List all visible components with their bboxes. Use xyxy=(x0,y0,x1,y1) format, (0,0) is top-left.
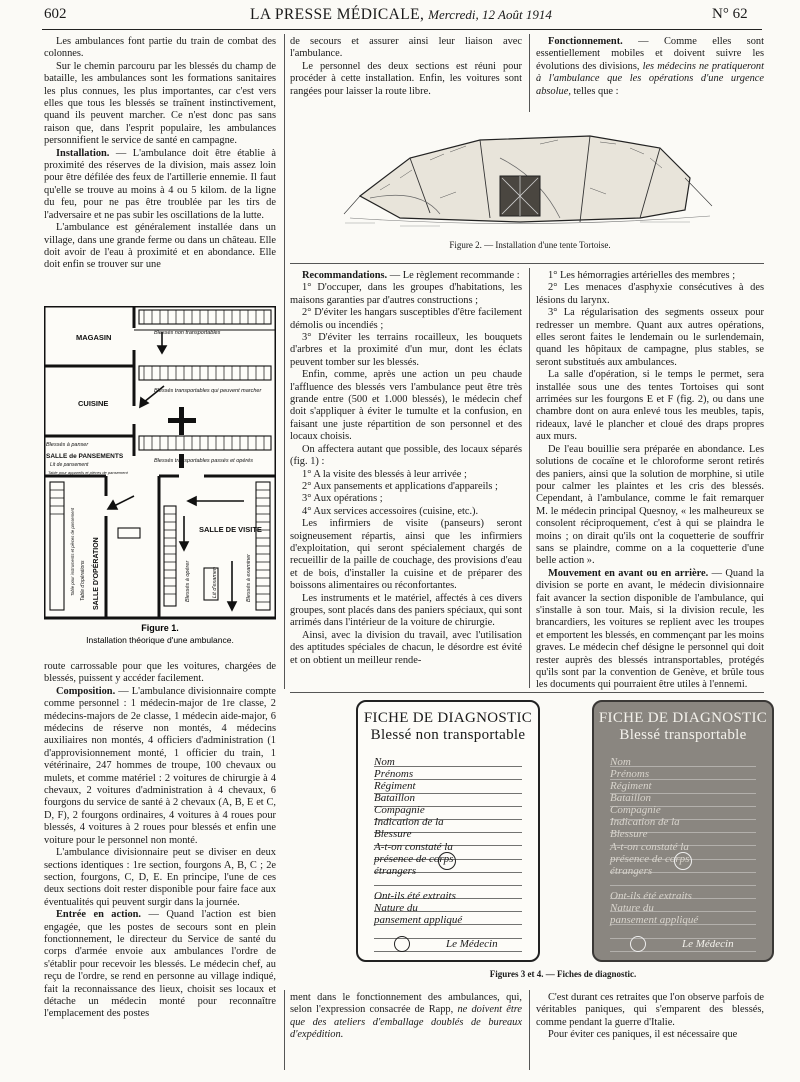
label-cuisine: CUISINE xyxy=(78,399,109,408)
card-subtitle: Blessé transportable xyxy=(619,727,747,743)
paragraph xyxy=(290,270,522,282)
label-table-operations: Table d'opérations xyxy=(80,560,86,601)
field-regiment: Régiment xyxy=(374,780,416,792)
field-bataillon: Bataillon xyxy=(610,792,651,804)
card-subtitle: Blessé non transportable xyxy=(370,727,526,743)
paragraph: La salle d'opération, si le temps le permet, sera installée sous une des tentes Tortoises qui sont arrimées sur les fourgons E et F (fig. 2), ou dans une chambre dont on aura enlevé tous les meubles, tapis, rideaux, lavé le plancher et cloué des draps propres aux murs. xyxy=(536,369,764,443)
issue-number: N° 62 xyxy=(712,6,748,22)
paragraph-italic: ne doivent être que des ateliers d'emballage doublés de bureaux d'expédition. xyxy=(290,1004,522,1041)
paragraph: route carrossable pour que les voitures, chargées de blessés, puissent y accéder facilement. xyxy=(44,661,276,685)
page-number: 602 xyxy=(44,6,67,22)
paragraph xyxy=(44,686,276,847)
field-bataillon: Bataillon xyxy=(374,792,415,804)
column-2-top xyxy=(290,36,522,98)
field-indication: Indication de la Blessure xyxy=(610,816,680,841)
paragraph: On affectera autant que possible, des locaux séparés (fig. 1) : xyxy=(290,443,522,468)
label-lit-examen: Lit d'examen xyxy=(212,566,218,598)
list-item: 3° D'éviter les terrains rocailleux, les bouquets d'arbres et la proximité d'un mur, dont les éclats peuvent tomber sur les blessés. xyxy=(290,332,522,368)
label-salle-operation: SALLE D'OPÉRATION xyxy=(93,537,100,610)
field-extraits: Ont-ils été extraits xyxy=(610,890,692,902)
paragraph-italic: les médecins ne pratiqueront à l'ambulance que les opérations d'une urgence absolue, xyxy=(536,60,764,97)
figure-1-floor-plan xyxy=(44,306,276,648)
paragraph-text: — L'ambulance divisionnaire compte comme personnel : 1 médecin-major de 1re classe, 2 médecins-majors de 2e classe, 1 médecin aide-major, 6 médecins de réserve non montés, 4 médecins auxiliaires non montés, 4 officiers d'administration (1 d'approvisionnement monté, 1 officier du train, 1 vétérinaire, 247 hommes de troupe, 100 chevaux ou mulets, et comme matériel : 2 voitures de chirurgie à 4 chevaux, 2 voitures d'administration à 4 chevaux, 6 fourgons du service de santé à 2 chevaux (A, B, E et C, D, F), 2 fourgons ordinaires, 4 voitures à 4 roues pour blessés, 4 voitures à 2 roues pour blessés et enfin une voiture pour le personnel non monté. xyxy=(44,685,276,846)
column-separator xyxy=(284,990,285,1070)
list-item: 1° A la visite des blessés à leur arrivée ; xyxy=(302,468,467,480)
paragraph xyxy=(290,992,522,1042)
paragraph-text: — Le règlement recommande : xyxy=(387,270,520,281)
paragraph: De l'eau bouillie sera préparée en abondance. Les solutions de cocaïne et le chloroforme seront retirés des paniers, ainsi que la solution de morphine, si utile pour calmer les plaintes et les cris des blessés. Cependant, à l'ambulance, comme le fait remarquer M. le médecin principal Quesnoy, « les malheureux se consolent réciproquement, c'est à qui se plaindra le moins ; on dirait qu'ils ont la coquetterie de souffrir sans se plaindre, comme on a la coquetterie d'une belle action ». xyxy=(536,443,764,567)
section-heading: Mouvement en avant ou en arrière. xyxy=(548,567,709,579)
paragraph: Les instruments et le matériel, affectés à ces divers groupes, sont placés dans des paniers spéciaux, qui sont arrimés dans l'intérieur de la voiture de chirurgie. xyxy=(290,592,523,629)
paragraph-text: — Comme elles sont essentiellement mobiles et doivent suivre les évolutions des divisions, xyxy=(536,36,764,72)
label-pansements: SALLE de PANSEMENTS xyxy=(46,453,124,460)
card-title xyxy=(594,710,772,744)
paragraph: L'ambulance divisionnaire peut se diviser en deux sections identiques : 1re section, fourgons A, B, C ; 2e section, fourgons, C, D, E. En principe, l'une de ces deux sections doit rester disponible pour faire face aux éventualités qui peuvent surgir dans la journée. xyxy=(44,847,276,908)
field-nature: Nature du pansement appliqué xyxy=(374,902,463,927)
card-title-line: FICHE DE DIAGNOSTIC xyxy=(363,710,533,726)
field-presence: A-t-on constaté la présence de corps étrangers xyxy=(610,841,690,878)
section-rule xyxy=(290,692,764,693)
section-heading: Entrée en action. xyxy=(56,909,142,921)
field-compagnie: Compagnie xyxy=(610,804,661,816)
label-transportables-passes: Blessés transportables passés et opérés xyxy=(154,458,254,464)
field-nom: Nom xyxy=(374,756,395,768)
paragraph-text: telles que : xyxy=(570,85,619,97)
paragraph: Pour éviter ces paniques, il est nécessaire que xyxy=(548,1029,738,1041)
column-1-top xyxy=(44,36,276,272)
label-non-transportables: Blessés non transportables xyxy=(154,330,221,336)
eyelet-top xyxy=(438,852,456,870)
column-separator xyxy=(284,34,285,689)
column-3-middle xyxy=(536,270,764,692)
column-separator xyxy=(529,34,530,112)
label-magasin: MAGASIN xyxy=(76,333,112,342)
header-rule xyxy=(42,29,762,30)
paragraph: Les ambulances font partie du train de combat des colonnes. xyxy=(44,36,276,60)
list-item: 4° Aux services accessoires (cuisine, etc.). xyxy=(302,505,479,517)
figure-1-caption: Installation théorique d'une ambulance. xyxy=(86,635,234,645)
list-item: 2° D'éviter les hangars susceptibles d'être facilement démolis ou incendiés ; xyxy=(290,307,522,331)
paragraph xyxy=(44,909,276,1021)
field-nom: Nom xyxy=(610,756,631,768)
fiche-card-non-transportable xyxy=(356,700,540,962)
journal-title: LA PRESSE MÉDICALE, xyxy=(250,6,425,23)
paragraph: Le personnel des deux sections est réuni pour procéder à cette installation. Enfin, les voitures sont rangées pour laisser la route libre. xyxy=(290,60,522,97)
list-item: 1° D'occuper, dans les groupes d'habitations, les maisons garanties par d'autres constructions ; xyxy=(290,282,522,306)
running-head xyxy=(250,6,552,24)
paragraph-text: — Quand la division se porte en avant, le médecin divisionnaire fait avancer la section disponible de l'ambulance, qui s'installe à son tour. Mais, si la division recule, les brancardiers, les voitures se replient avec les troupes et emportent les blessés, en commençant par les moins graves. Le médecin chef désigne le personnel qui doit rester auprès des blessés intransportables, protégés qu'ils sont par la convention de Genève, et brûle tous les documents qui pourraient être utiles à l'ennemi. xyxy=(536,567,764,691)
card-signature: Le Médecin xyxy=(682,938,734,950)
label-transportables-marcher: Blessés transportables qui peuvent marcher xyxy=(154,388,262,394)
field-nature: Nature du pansement appliqué xyxy=(610,902,699,927)
field-prenoms: Prénoms xyxy=(610,768,650,780)
list-item: 2° Aux pansements et applications d'appareils ; xyxy=(302,480,498,492)
list-item: 3° La régularisation des segments osseux pour redresser un membre. Quant aux autres opérations, elles seront faites le lendemain ou le surlendemain, quand les hôpitaux de campagne, plus stables, se seront substitués aux ambulances. xyxy=(536,307,764,368)
label-lit-pansement: Lit de pansement xyxy=(50,462,89,468)
field-extraits: Ont-ils été extraits xyxy=(374,890,456,902)
section-heading: Fonctionnement. xyxy=(548,36,623,47)
section-heading: Composition. xyxy=(56,685,116,697)
figure-1-caption-title: Figure 1. xyxy=(141,623,179,633)
section-heading: Recommandations. xyxy=(302,270,388,281)
figure-2-caption: Figure 2. — Installation d'une tente Tortoise. xyxy=(449,240,611,250)
field-prenoms: Prénoms xyxy=(374,768,414,780)
paragraph xyxy=(44,148,276,222)
paragraph-text: — Quand l'action est bien engagée, que les postes de secours sont en plein fonctionnement, le directeur du Service de santé du corps d'armée envoie aux ambulances l'ordre de s'établir pour recevoir les blessés. Le médecin chef, au reçu de l'ordre, se rend en personne au village indiqué, fait la reconnaissance des lieux, choisit ses locaux et détache un médecin monté pour reconnaître l'emplacement des postes xyxy=(44,909,276,1020)
column-3-top xyxy=(536,36,764,98)
column-separator xyxy=(529,268,530,688)
column-2-bottom xyxy=(290,992,522,1042)
list-item: 2° Les menaces d'asphyxie consécutives à des lésions du larynx. xyxy=(536,282,764,306)
paragraph-text: — L'ambulance doit être établie à proximité des réserves de la division, mais assez loin pour être défilée des feux de l'artillerie ennemie. Il faut qu'elle se trouve au moins à 4 ou 5 kilom. de la ligne du feu, pour ne pas être troublée par les tirs de l'adversaire et ne pas subir les oscillations de la lutte. xyxy=(44,147,276,221)
label-a-panser: Blessés à panser xyxy=(46,442,89,448)
list-item: 1° Les hémorragies artérielles des membres ; xyxy=(548,270,736,281)
card-signature: Le Médecin xyxy=(446,938,498,950)
list-item: 3° Aux opérations ; xyxy=(302,493,383,505)
column-1-bottom xyxy=(44,661,276,1021)
figure-2-tent-illustration xyxy=(340,118,720,236)
field-regiment: Régiment xyxy=(610,780,652,792)
field-indication: Indication de la Blessure xyxy=(374,816,444,841)
card-title-line: FICHE DE DIAGNOSTIC xyxy=(598,710,768,726)
paragraph xyxy=(536,36,764,98)
paragraph: Sur le chemin parcouru par les blessés du champ de bataille, les ambulances sont les formations sanitaires les plus connues, les plus importantes, car c'est vers elles que tous les blessés se traînent instinctivement, quand ils peuvent marcher. Ce n'est donc pas sans raison que, dans l'esprit populaire, les ambulances personnifient le service de santé en campagne. xyxy=(44,60,276,147)
paragraph: de secours et assurer ainsi leur liaison avec l'ambulance. xyxy=(290,36,522,60)
label-table-appareils: Table pour appareils et pièces de pansement xyxy=(48,470,128,475)
paragraph: Les infirmiers de visite (panseurs) seront soigneusement répartis, ainsi que les infirmiers d'exploitation, qui seront spécialement chargés de recueillir de la paille de couchage, des provisions d'eau et de bois, d'installer la cuisine et de préparer des boissons alimentaires ou réconfortantes. xyxy=(290,518,522,592)
section-rule xyxy=(290,263,764,264)
fiche-card-transportable xyxy=(592,700,774,962)
paragraph: Enfin, comme, après une action un peu chaude l'affluence des blessés vers l'ambulance peut être très grande entre (500 et 1.000 blessés), le médecin chef doit s'appliquer à éviter le tumulte et la confusion, en faisant une juste répartition de son personnel et des locaux choisis. xyxy=(290,369,522,443)
paragraph-text: ment dans le fonctionnement des ambulances, qui, selon l'expression consacrée de Rapp, xyxy=(290,992,522,1016)
issue-date: Mercredi, 12 Août 1914 xyxy=(428,7,552,22)
eyelet-bottom xyxy=(394,936,410,952)
label-a-operer: Blessés à opérer xyxy=(185,560,191,602)
paragraph: Ainsi, avec la division du travail, avec l'utilisation des aptitudes spéciales de chacun, le désordre est évité et on obtient un meilleur rende- xyxy=(290,629,522,666)
section-heading: Installation. xyxy=(56,147,110,159)
paragraph xyxy=(536,568,764,692)
field-compagnie: Compagnie xyxy=(374,804,425,816)
card-title xyxy=(358,710,538,744)
paragraph: L'ambulance est généralement installée dans un village, dans une grande ferme ou dans un château. Elle doit avoir de l'eau à proximité et en abondance. Elle doit enfin se trouver sur une xyxy=(44,222,276,271)
eyelet-top xyxy=(674,852,692,870)
column-2-middle xyxy=(290,270,522,667)
label-a-examiner: Blessés à examiner xyxy=(246,554,252,602)
paragraph: C'est durant ces retraites que l'on observe parfois de véritables paniques, qui s'emparent des blessés, comme pendant la guerre d'Italie. xyxy=(536,992,764,1028)
label-salle-visite: SALLE DE VISITE xyxy=(199,525,262,534)
column-3-bottom xyxy=(536,992,764,1042)
figures-3-4-caption: Figures 3 et 4. — Fiches de diagnostic. xyxy=(489,969,637,979)
column-separator xyxy=(529,990,530,1070)
field-presence: A-t-on constaté la présence de corps étrangers xyxy=(374,841,454,878)
label-table-instruments: Table pour instruments et pièces de pansement xyxy=(70,507,75,596)
eyelet-bottom xyxy=(630,936,646,952)
